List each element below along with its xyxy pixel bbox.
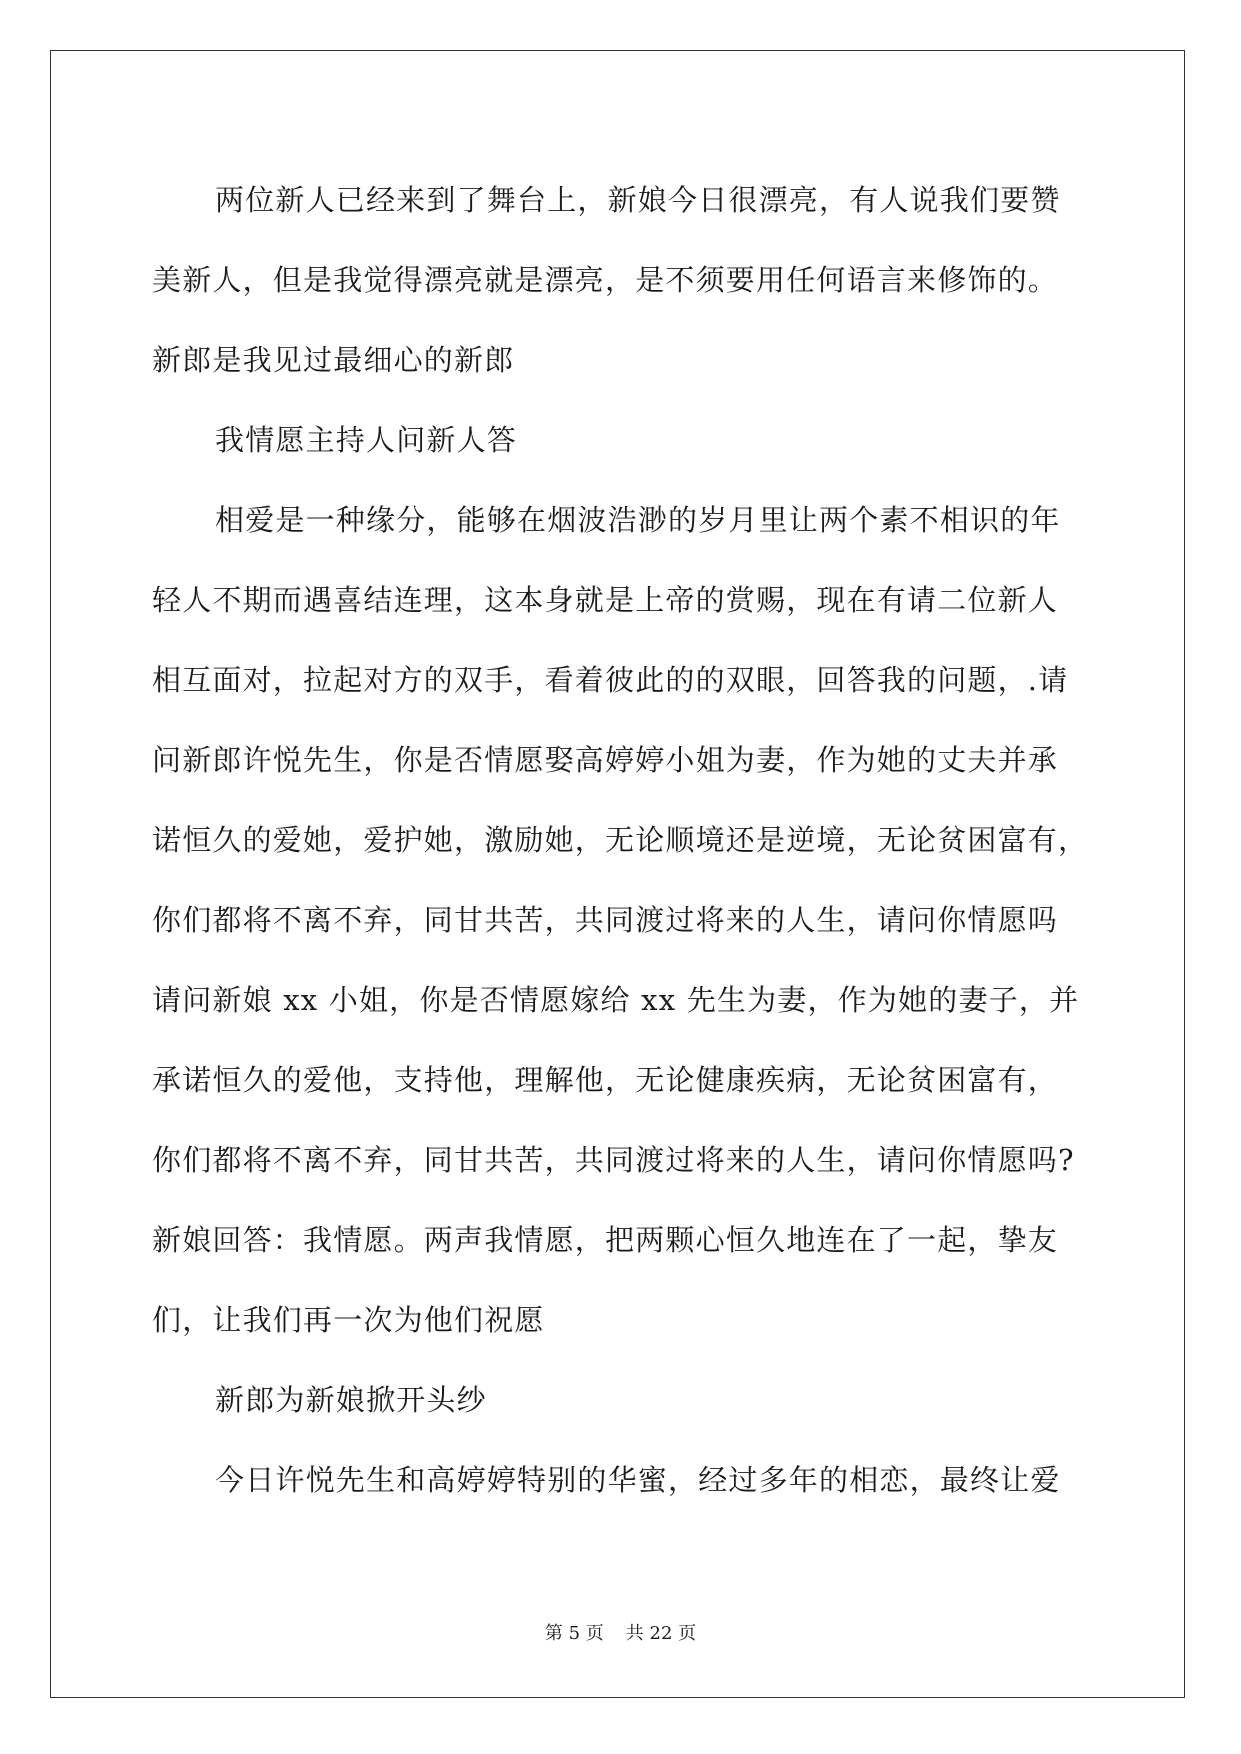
text-line: 你们都将不离不弃，同甘共苦，共同渡过将来的人生，请问你情愿吗 (152, 903, 1059, 937)
text-line: 新郎是我见过最细心的新郎 (152, 343, 515, 377)
text-line: 新娘回答：我情愿。两声我情愿，把两颗心恒久地连在了一起，挚友 (152, 1223, 1059, 1257)
text-line: 承诺恒久的爱他，支持他，理解他，无论健康疾病，无论贫困富有， (152, 1063, 1059, 1097)
text-line: 相互面对，拉起对方的双手，看着彼此的的双眼，回答我的问题，.请 (152, 663, 1069, 697)
document-body (152, 160, 1092, 1520)
text-line: 们，让我们再一次为他们祝愿 (152, 1303, 545, 1337)
text-line: 诺恒久的爱她，爱护她，激励她，无论顺境还是逆境，无论贫困富有， (152, 823, 1089, 857)
paragraph-3 (152, 480, 1092, 1360)
page-total: 共 22 页 (625, 1623, 697, 1644)
text-line: 问新郎许悦先生，你是否情愿娶高婷婷小姐为妻，作为她的丈夫并承 (152, 743, 1059, 777)
paragraph-2 (152, 400, 1092, 480)
text-line: 轻人不期而遇喜结连理，这本身就是上帝的赏赐，现在有请二位新人 (152, 583, 1059, 617)
page-number: 第 5 页 (544, 1623, 604, 1644)
text-line: 两位新人已经来到了舞台上，新娘今日很漂亮，有人说我们要赞 (215, 183, 1061, 217)
text-line: 我情愿主持人问新人答 (215, 423, 518, 457)
text-line: 相爱是一种缘分，能够在烟波浩渺的岁月里让两个素不相识的年 (215, 503, 1061, 537)
text-line: 你们都将不离不弃，同甘共苦，共同渡过将来的人生，请问你情愿吗? (152, 1143, 1075, 1177)
paragraph-5 (152, 1440, 1092, 1520)
page-footer (0, 1622, 1241, 1646)
text-line: 美新人，但是我觉得漂亮就是漂亮，是不须要用任何语言来修饰的。 (152, 263, 1059, 297)
text-line: 今日许悦先生和高婷婷特别的华蜜，经过多年的相恋，最终让爱 (215, 1463, 1061, 1497)
paragraph-4 (152, 1360, 1092, 1440)
paragraph-1 (152, 160, 1092, 400)
text-line: 请问新娘 xx 小姐，你是否情愿嫁给 xx 先生为妻，作为她的妻子，并 (152, 983, 1080, 1017)
text-line: 新郎为新娘掀开头纱 (215, 1383, 487, 1417)
